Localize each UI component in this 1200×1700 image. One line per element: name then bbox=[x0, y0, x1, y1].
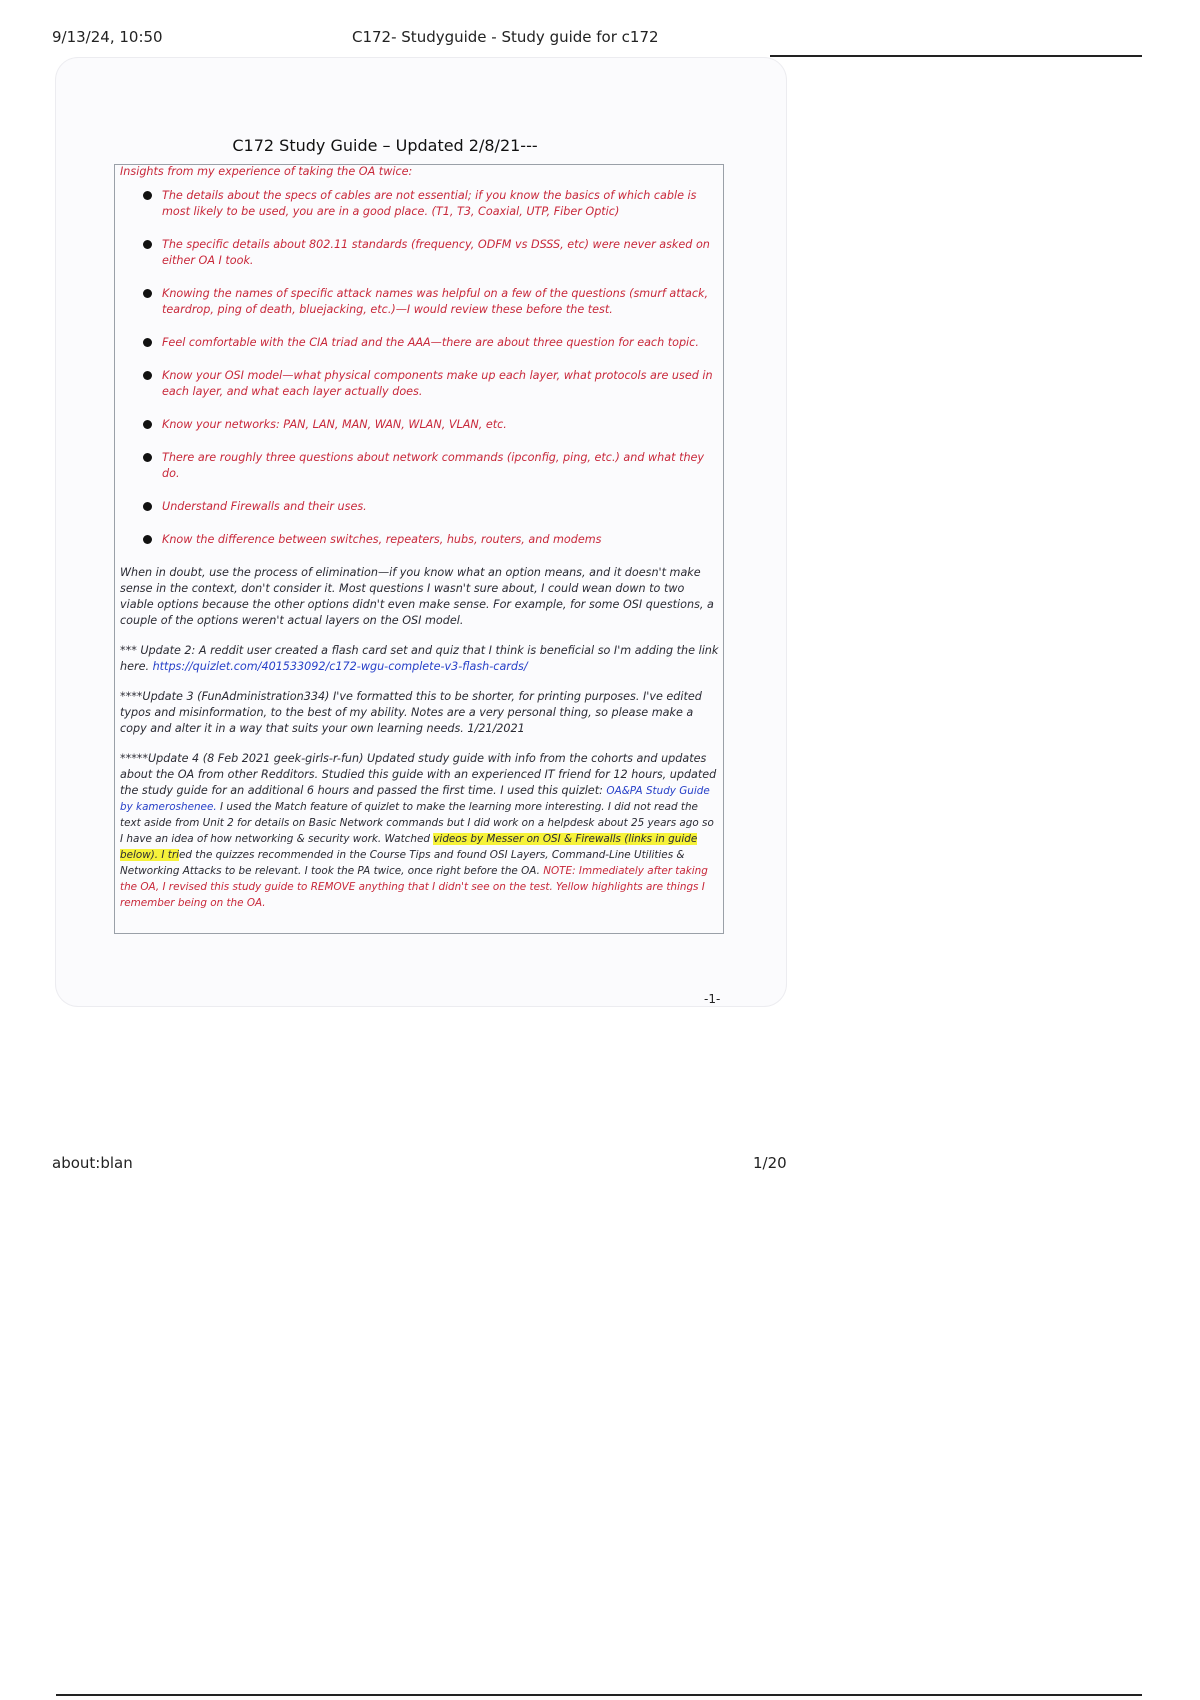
update-4-note: NOTE: Immediately after taking the OA, I revised this study guide to REMOVE anything that I didn't see on the test. Yellow highlights are things I remember being on the OA. bbox=[120, 865, 708, 909]
bullet-icon bbox=[143, 453, 152, 462]
update-3-paragraph: ****Update 3 (FunAdministration334) I've formatted this to be shorter, for printing purposes. I've edited typos and misinformation, to the best of my ability. Notes are a very personal thing, so please make a copy and alter it in a way that suits your own learning needs. 1/21/2021 bbox=[120, 690, 702, 735]
highlighted-text: videos by Messer on OSI & Firewalls (links in guide below). I tri bbox=[120, 833, 698, 861]
document-body bbox=[120, 164, 720, 925]
document-title: C172 Study Guide – Updated 2/8/21--- bbox=[232, 136, 538, 155]
print-footer-url: about:blan bbox=[52, 1154, 133, 1172]
update-4-match: I used the Match feature of quizlet to make the learning more interesting. I did not read the text aside from Unit 2 for details on Basic Network commands but I did work on a helpdesk about 25 years ago so I have an idea of how networking & security work. Watched bbox=[120, 801, 714, 845]
page-number: -1- bbox=[704, 992, 721, 1006]
bullet-icon bbox=[143, 535, 152, 544]
list-item bbox=[120, 335, 720, 351]
insight-text: The details about the specs of cables are not essential; if you know the basics of which cable is most likely to be used, you are in a good place. (T1, T3, Coaxial, UTP, Fiber Optic) bbox=[162, 189, 697, 218]
insight-text: Know the difference between switches, repeaters, hubs, routers, and modems bbox=[162, 533, 602, 546]
insight-text: Knowing the names of specific attack names was helpful on a few of the questions (smurf attack, teardrop, ping of death, bluejacking, etc.)—I would review these before the test. bbox=[162, 287, 709, 316]
bullet-icon bbox=[143, 420, 152, 429]
list-item bbox=[120, 286, 720, 318]
update-4-lead: *****Update 4 (8 Feb 2021 geek-girls-r-fun) Updated study guide with info from the cohorts and updates about the OA from other Redditors. Studied this guide with an experienced IT friend for 12 hours, updated the study guide for an additional 6 hours and passed the first time. I used this quizlet: bbox=[120, 752, 717, 797]
insight-text: Know your networks: PAN, LAN, MAN, WAN, WLAN, VLAN, etc. bbox=[162, 418, 507, 431]
list-item bbox=[120, 450, 720, 482]
footer-rule bbox=[56, 1694, 1142, 1696]
update-2-text: *** Update 2: A reddit user created a flash card set and quiz that I think is beneficial so I'm adding the link here. bbox=[120, 644, 719, 673]
insight-text: The specific details about 802.11 standards (frequency, ODFM vs DSSS, etc) were never asked on either OA I took. bbox=[162, 238, 710, 267]
bullet-icon bbox=[143, 240, 152, 249]
insight-text: There are roughly three questions about network commands (ipconfig, ping, etc.) and what they do. bbox=[162, 451, 705, 480]
quizlet-study-guide-link[interactable]: OA&PA Study Guide by kameroshenee. bbox=[120, 785, 710, 813]
bullet-icon bbox=[143, 371, 152, 380]
list-item bbox=[120, 368, 720, 400]
print-footer-page-count: 1/20 bbox=[753, 1154, 787, 1172]
bullet-icon bbox=[143, 289, 152, 298]
update-4-rest: ed the quizzes recommended in the Course Tips and found OSI Layers, Command-Line Utilities & Networking Attacks to be relevant. I took the PA twice, once right before the OA. bbox=[120, 849, 685, 877]
bullet-icon bbox=[143, 502, 152, 511]
insight-text: Feel comfortable with the CIA triad and the AAA—there are about three question for each topic. bbox=[162, 336, 699, 349]
bullet-icon bbox=[143, 191, 152, 200]
insight-text: Understand Firewalls and their uses. bbox=[162, 500, 367, 513]
list-item bbox=[120, 532, 720, 548]
quizlet-flashcards-link[interactable]: https://quizlet.com/401533092/c172-wgu-complete-v3-flash-cards/ bbox=[152, 660, 528, 673]
update-2-paragraph bbox=[120, 643, 720, 675]
insights-intro: Insights from my experience of taking the OA twice: bbox=[120, 165, 413, 178]
header-rule bbox=[770, 55, 1142, 57]
print-header-datetime: 9/13/24, 10:50 bbox=[52, 28, 163, 46]
list-item bbox=[120, 417, 720, 433]
print-header-title: C172- Studyguide - Study guide for c172 bbox=[352, 28, 659, 46]
elimination-paragraph: When in doubt, use the process of elimination—if you know what an option means, and it doesn't make sense in the context, don't consider it. Most questions I wasn't sure about, I could wean down to two viable options because the other options didn't even make sense. For example, for some OSI questions, a couple of the options weren't actual layers on the OSI model. bbox=[120, 566, 714, 627]
list-item bbox=[120, 499, 720, 515]
bullet-icon bbox=[143, 338, 152, 347]
insight-text: Know your OSI model—what physical components make up each layer, what protocols are used in each layer, and what each layer actually does. bbox=[162, 369, 713, 398]
list-item bbox=[120, 188, 720, 220]
update-4-paragraph bbox=[120, 751, 720, 911]
insights-list bbox=[120, 188, 720, 548]
list-item bbox=[120, 237, 720, 269]
